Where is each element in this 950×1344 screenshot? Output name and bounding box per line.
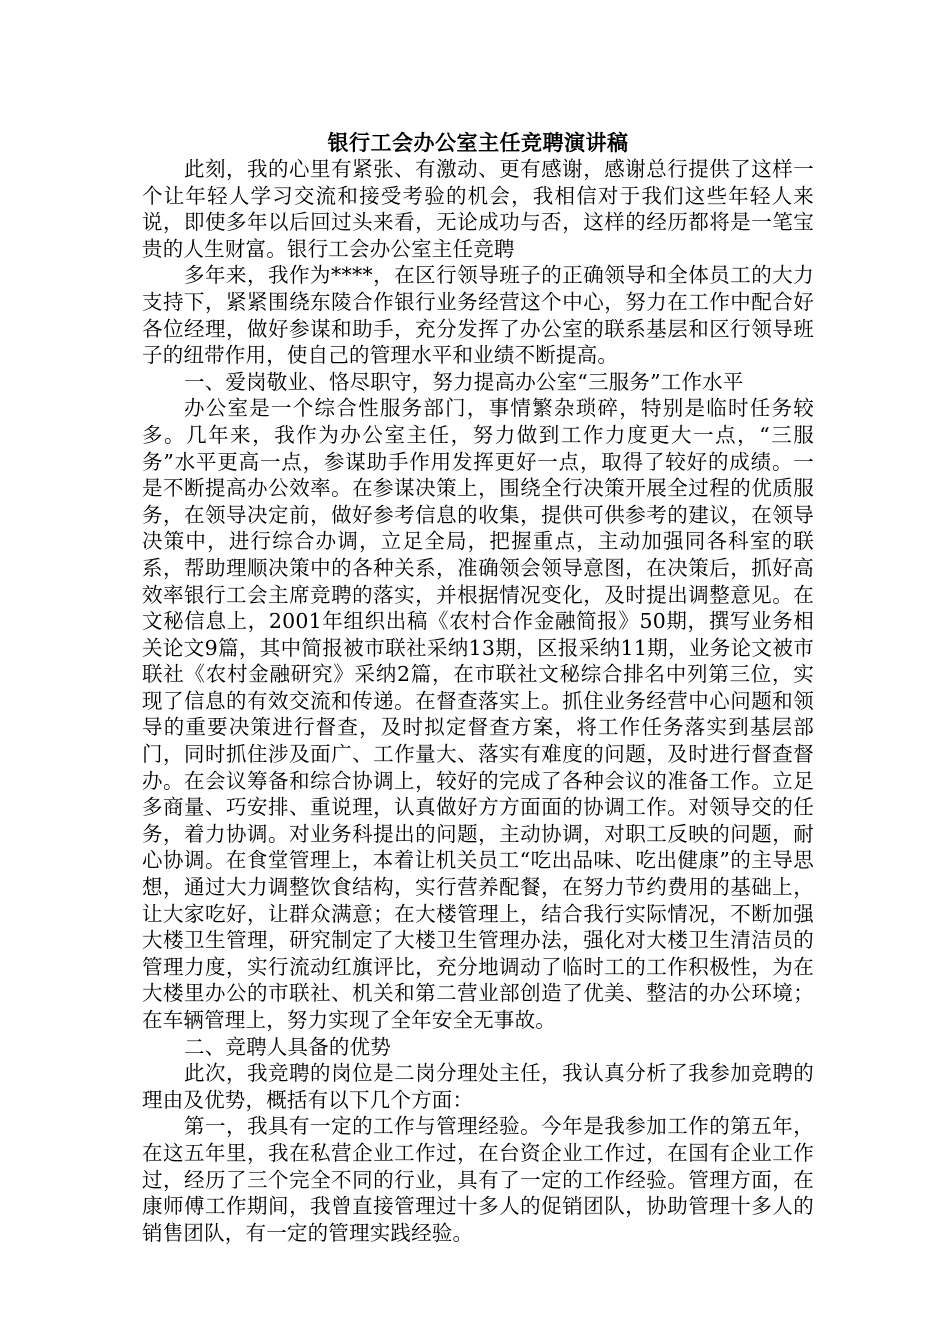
paragraph-intro: 此刻，我的心里有紧张、有激动、更有感谢，感谢总行提供了这样一个让年轻人学习交流和接受考验的机会，我相信对于我们这些年轻人来说，即使多年以后回过头来看，无论成功与否，这样的经历都将是一笔宝贵的人生财富。银行工会办公室主任竞聘 [142, 157, 814, 261]
section-heading-1: 一、爱岗敬业、恪尽职守，努力提高办公室“三服务”工作水平 [184, 369, 744, 394]
paragraph-candidacy: 此次，我竞聘的岗位是二岗分理处主任，我认真分析了我参加竞聘的理由及优势，概括有以下几个方面： [142, 1061, 814, 1112]
paragraph-experience: 第一，我具有一定的工作与管理经验。今年是我参加工作的第五年，在这五年里，我在私营企业工作过，在台资企业工作过，在国有企业工作过，经历了三个完全不同的行业，具有了一定的工作经验。管理方面，在康师傅工作期间，我曾直接管理过十多人的促销团队，协助管理十多人的销售团队，有一定的管理实践经验。 [142, 1114, 814, 1245]
document-page [142, 130, 814, 1246]
paragraph-office-work: 办公室是一个综合性服务部门，事情繁杂琐碎，特别是临时任务较多。几年来，我作为办公室主任，努力做到工作力度更大一点，“三服务”水平更高一点，参谋助手作用发挥更好一点，取得了较好的成绩。一是不断提高办公效率。在参谋决策上，围绕全行决策开展全过程的优质服务，在领导决定前，做好参考信息的收集，提供可供参考的建议，在领导决策中，进行综合办调，立足全局，把握重点，主动加强同各科室的联系，帮助理顺决策中的各种关系，准确领会领导意图，在决策后，抓好高效率银行工会主席竞聘的落实，并根据情况变化，及时提出调整意见。在文秘信息上，2001年组织出稿《农村合作金融简报》50期，撰写业务相关论文9篇，其中简报被市联社采纳13期，区报采纳11期，业务论文被市联社《农村金融研究》采纳2篇，在市联社文秘综合排名中列第三位，实现了信息的有效交流和传递。在督查落实上。抓住业务经营中心问题和领导的重要决策进行督查，及时拟定督查方案，将工作任务落实到基层部门，同时抓住涉及面广、工作量大、落实有难度的问题，及时进行督查督办。在会议筹备和综合协调上，较好的完成了各种会议的准备工作。立足多商量、巧安排、重说理，认真做好方方面面的协调工作。对领导交的任务，着力协调。对业务科提出的问题，主动协调，对职工反映的问题，耐心协调。在食堂管理上，本着让机关员工“吃出品味、吃出健康”的主导思想，通过大力调整饮食结构，实行营养配餐，在努力节约费用的基础上，让大家吃好，让群众满意；在大楼管理上，结合我行实际情况，不断加强大楼卫生管理，研究制定了大楼卫生管理办法，强化对大楼卫生清洁员的管理力度，实行流动红旗评比，充分地调动了临时工的工作积极性，为在大楼里办公的市联社、机关和第二营业部创造了优美、整洁的办公环境；在车辆管理上，努力实现了全年安全无事故。 [142, 396, 814, 1032]
section-heading-2: 二、竞聘人具备的优势 [184, 1034, 391, 1059]
document-title: 银行工会办公室主任竞聘演讲稿 [327, 130, 629, 155]
paragraph-background: 多年来，我作为****，在区行领导班子的正确领导和全体员工的大力支持下，紧紧围绕东陵合作银行业务经营这个中心，努力在工作中配合好各位经理，做好参谋和助手，充分发挥了办公室的联系基层和区行领导班子的纽带作用，使自己的管理水平和业绩不断提高。 [142, 263, 814, 368]
